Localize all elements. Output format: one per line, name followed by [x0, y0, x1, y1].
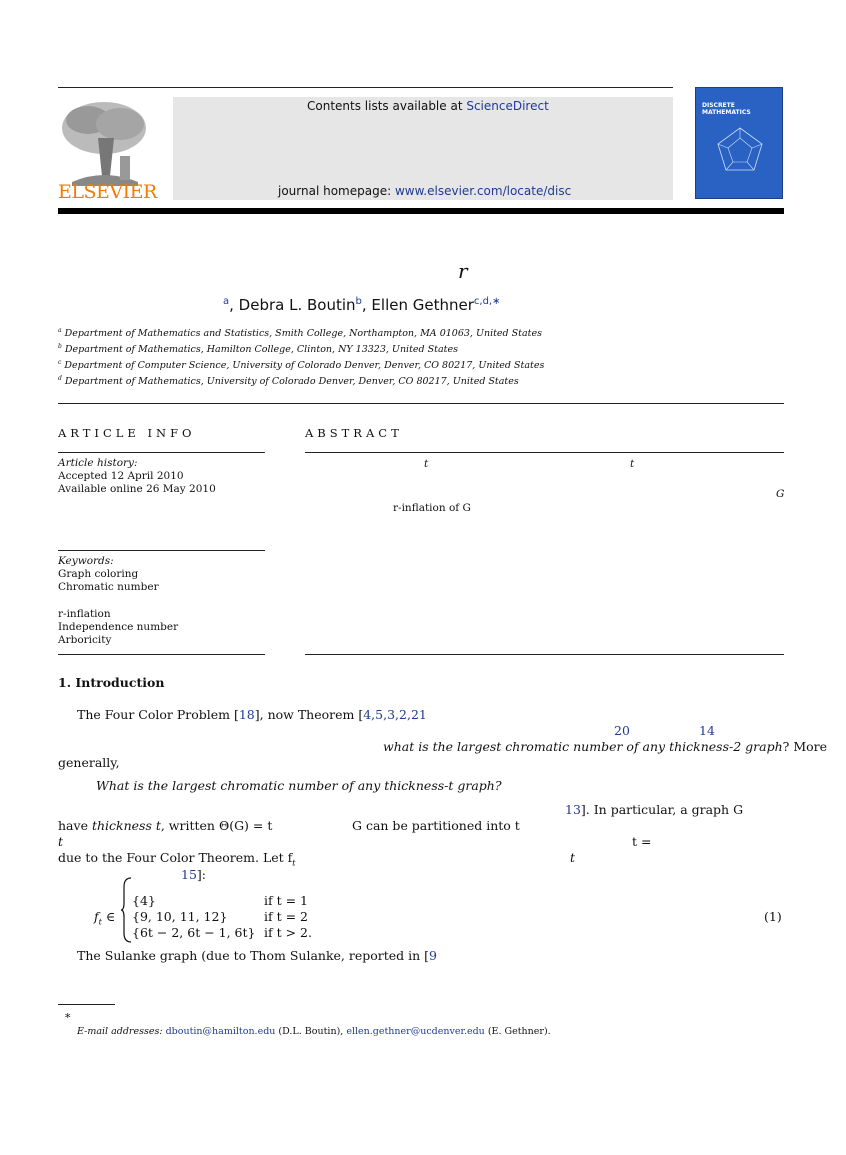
keyword-item: Arboricity [58, 634, 112, 646]
abstract-fragment-t: t [424, 458, 429, 470]
affiliation-b: $^b$ Department of Mathematics, Hamilton College, Clinton, NY 13323, United States [58, 343, 458, 356]
footnote-rule [58, 1004, 115, 1005]
equation-number: (1) [764, 909, 782, 924]
abstract-heading: ABSTRACT [305, 426, 403, 440]
article-info-bottom-rule [58, 654, 265, 655]
abstract-fragment-t: t [630, 458, 635, 470]
citation-link[interactable]: 4,5,3,2,21 [363, 707, 427, 722]
question-line: what is the largest chromatic number of any thickness-2 graph? More [383, 739, 828, 754]
equation-set: {6t − 2, 6t − 1, 6t} [132, 925, 256, 940]
affiliation-d: $^d$ Department of Mathematics, University of Colorado Denver, Denver, CO 80217, United States [58, 375, 519, 388]
section-heading: 1. Introduction [58, 675, 165, 690]
journal-cover [695, 87, 783, 199]
partition-text: G can be partitioned into t [352, 818, 520, 833]
article-info-rule [58, 452, 265, 453]
cover-title-2: MATHEMATICS [702, 109, 751, 116]
abstract-fragment-G: G [776, 488, 785, 500]
footnote-star: ∗ [64, 1009, 72, 1022]
email-link-boutin[interactable]: dboutin@hamilton.edu [165, 1026, 276, 1037]
header-thick-rule [58, 208, 784, 214]
author-gethner: , Ellen Gethner [361, 296, 474, 314]
equation-condition: if t = 1 [264, 893, 308, 908]
ref15-line: 15]: [181, 867, 206, 882]
author-sup-cd[interactable]: c,d,∗ [473, 296, 501, 307]
author-line [223, 296, 500, 314]
affiliation-a: $^a$ Department of Mathematics and Statistics, Smith College, Northampton, MA 01063, United States [58, 327, 542, 340]
top-rule [58, 87, 673, 88]
equation-set: {9, 10, 11, 12} [132, 909, 228, 924]
equation-lhs: $f_t$ ∈ [94, 909, 116, 927]
keyword-item: Independence number [58, 621, 179, 633]
keyword-item: r-inflation [58, 608, 111, 620]
citation-link[interactable]: 18 [238, 707, 255, 722]
affiliation-c: $^c$ Department of Computer Science, University of Colorado Denver, Denver, CO 80217, United States [58, 359, 545, 372]
accepted-date: Accepted 12 April 2010 [58, 470, 184, 482]
t-equals-fragment: t = [632, 834, 652, 849]
contents-line: Contents lists available at ScienceDirect [307, 99, 549, 113]
title-fragment: r [458, 259, 468, 283]
equation-brace [120, 877, 132, 943]
footnote-emails: E-mail addresses: dboutin@hamilton.edu (D.L. Boutin), ellen.gethner@ucdenver.edu (E. Gethner). [77, 1026, 551, 1037]
t-fragment: t [570, 850, 576, 865]
author-sup-b[interactable]: b [355, 296, 362, 307]
equation-condition: if t > 2. [264, 925, 312, 940]
thickness-line: have thickness t, written Θ(G) = t [58, 818, 273, 833]
abstract-fragment-rinflation: r-inflation of G [393, 502, 471, 514]
citation-link[interactable]: 20 [614, 723, 630, 738]
keyword-item: Graph coloring [58, 568, 139, 580]
keywords-label: Keywords: [58, 555, 114, 567]
main-question: What is the largest chromatic number of any thickness-t graph? [96, 778, 502, 793]
elsevier-wordmark: ELSEVIER [58, 181, 157, 203]
author-sup-a[interactable]: a [223, 296, 230, 307]
cover-title-1: DISCRETE [702, 102, 735, 109]
article-info-heading: ARTICLE INFO [58, 426, 196, 440]
citation-link[interactable]: 14 [699, 723, 715, 738]
article-history-label: Article history: [58, 457, 138, 469]
graph-g-line: 13]. In particular, a graph G [565, 802, 744, 817]
abstract-rule [305, 452, 784, 453]
generally-text: generally, [58, 755, 120, 770]
equation-set: {4} [132, 893, 156, 908]
homepage-line: journal homepage: www.elsevier.com/locate/disc [278, 184, 572, 198]
citation-link[interactable]: 13 [565, 802, 581, 817]
affiliations-rule [58, 403, 784, 404]
author-boutin: , Debra L. Boutin [229, 296, 356, 314]
cover-graph-icon [716, 126, 764, 172]
sulanke-line: The Sulanke graph (due to Thom Sulanke, reported in [9 [77, 948, 437, 963]
intro-paragraph-1: The Four Color Problem [18], now Theorem [4,5,3,2,21 [77, 707, 427, 722]
sciencedirect-link[interactable]: ScienceDirect [466, 99, 549, 113]
t-fragment: t [58, 834, 64, 849]
abstract-bottom-rule [305, 654, 784, 655]
journal-homepage-link[interactable]: www.elsevier.com/locate/disc [394, 184, 572, 198]
available-date: Available online 26 May 2010 [58, 483, 216, 495]
citation-link[interactable]: 15 [181, 867, 197, 882]
keyword-item: Chromatic number [58, 581, 159, 593]
keywords-rule [58, 550, 265, 551]
email-link-gethner[interactable]: ellen.gethner@ucdenver.edu [346, 1026, 485, 1037]
citation-link[interactable]: 9 [429, 948, 437, 963]
equation-condition: if t = 2 [264, 909, 308, 924]
four-color-line: due to the Four Color Theorem. Let $f_t$ [58, 850, 296, 868]
